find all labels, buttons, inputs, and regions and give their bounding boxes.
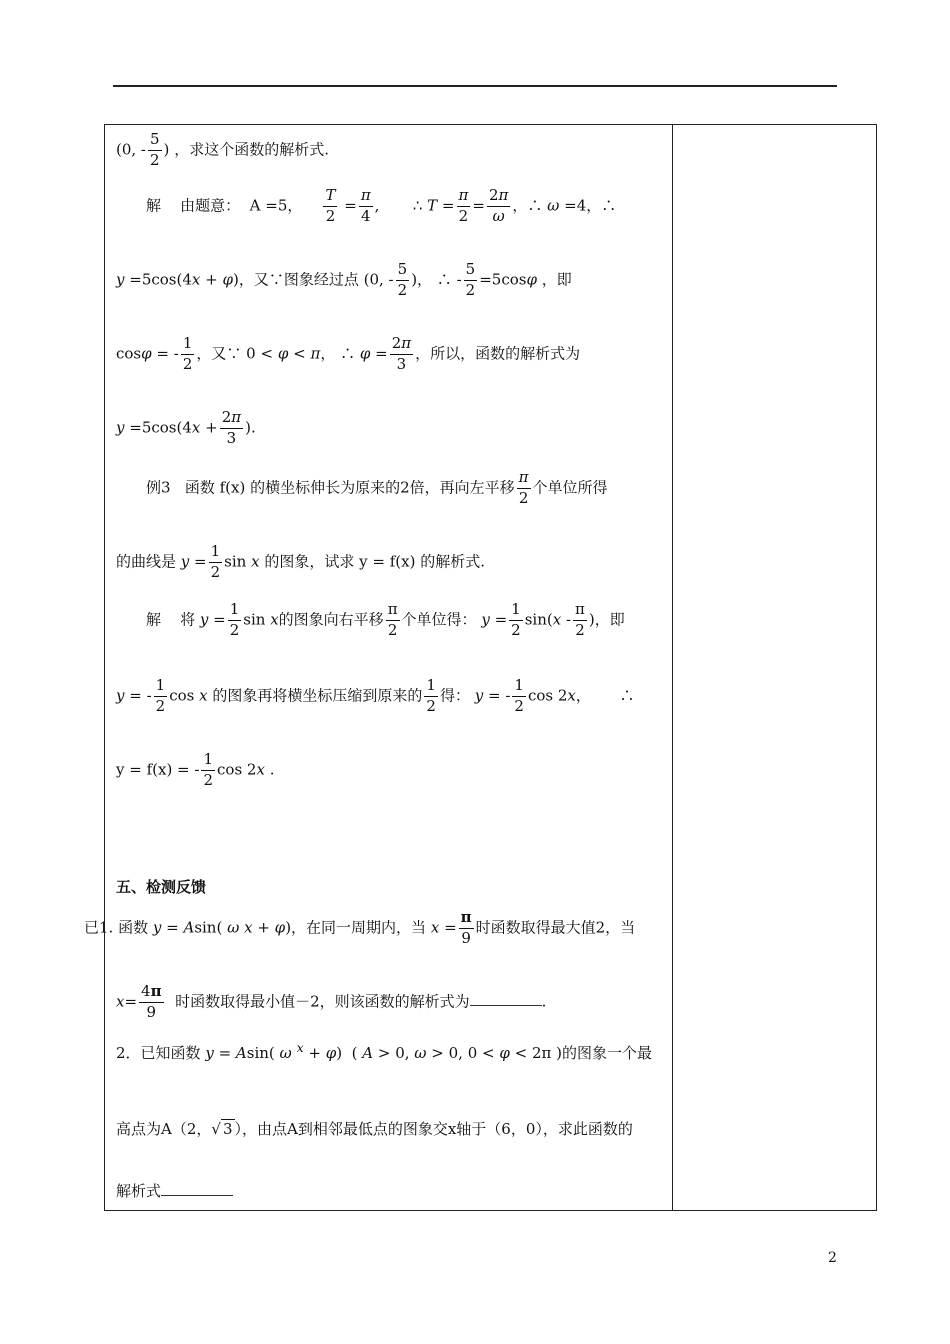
text: ，在同一周期内，当 <box>291 918 427 937</box>
text-line: 的曲线是 y = $\frac{1}{2}$ sin x 的图象，试求 y = f(x) 的解析式. <box>116 542 485 581</box>
text: 时函数取得最小值－2，则该函数的解析式为 <box>175 992 470 1011</box>
header-rule <box>113 85 837 87</box>
text: 函数 f(x) 的横坐标伸长为原来的2倍，再向左平移 <box>184 478 515 497</box>
text: 的图象向右平移 <box>278 610 384 629</box>
text-line: y = - $\frac{1}{2}$ cos x 的图象再将横坐标压缩到原来的 $\frac{1}{2}$ 得： y = - $\frac{1}{2}$ cos 2x， ∴ <box>116 676 635 715</box>
text-line: y = f(x) = - $\frac{1}{2}$ cos 2x . <box>116 750 275 789</box>
text: ），由点A到相邻最低点的图象交x轴于（6，0），求此函数的 <box>234 1120 633 1138</box>
text-line: 解 由题意： A =5， $\frac{T}{2}$ = $\frac{\pi}{4}$ , ∴ T = $\frac{\pi}{2}$ = $\frac{2\pi}{\omega}$ ，∴ ω =4，∴ <box>146 186 617 225</box>
answer-blank[interactable] <box>470 993 542 1006</box>
text: 将 <box>180 610 196 629</box>
label: 解 <box>146 610 162 629</box>
label: 例3 <box>146 478 171 497</box>
text: 由题意： <box>180 196 241 215</box>
text-line: 例3 函数 f(x) 的横坐标伸长为原来的2倍，再向左平移 $\frac{\pi}{2}$ 个单位所得 <box>146 468 608 507</box>
text: 2．已知函数 <box>116 1044 201 1062</box>
question-1-cont: x= $\frac{4\pi}{9}$ 时函数取得最小值－2，则该函数的解析式为 . <box>116 982 547 1021</box>
text: 得： <box>439 686 470 705</box>
text-line: 解 将 y = $\frac{1}{2}$ sin x的图象向右平移 $\frac{\pi}{2}$ 个单位得： y = $\frac{1}{2}$ sin(x - $\frac{\pi}{2}$ )，即 <box>146 600 625 639</box>
text: 时函数取得最大值2，当 <box>475 918 636 937</box>
text: 个单位得： <box>401 610 477 629</box>
text: 的图象再将横坐标压缩到原来的 <box>212 686 423 705</box>
text: 的图象，试求 y = f(x) 的解析式. <box>264 552 485 571</box>
fraction: $\frac{5}{2}$ <box>150 130 160 169</box>
text: 的图象一个最 <box>562 1044 653 1062</box>
section-heading: 五、检测反馈 <box>116 878 207 896</box>
text: 解析式 <box>116 1182 162 1200</box>
formula: A =5， <box>249 196 303 215</box>
page-number: 2 <box>828 1250 837 1266</box>
question-2-cont: 高点为A（2，√ 3 ），由点A到相邻最低点的图象交x轴于（6，0），求此函数的 <box>116 1120 633 1138</box>
formula: y = f(x) = - <box>116 760 200 779</box>
text: ，所以，函数的解析式为 <box>415 344 581 363</box>
text-line: cosφ = - $\frac{1}{2}$ ，又∵ 0 < φ < π， ∴ φ = $\frac{2\pi}{3}$ ，所以，函数的解析式为 <box>116 334 581 373</box>
text: ，又∵图象经过点 <box>238 270 359 289</box>
question-1: 已1. 函数 y = Asin( ω x + φ)，在同一周期内，当 x = $\frac{\pi}{9}$ 时函数取得最大值2，当 <box>84 908 636 947</box>
text: ，即 <box>541 270 572 289</box>
question-2: 2．已知函数 y = Asin( ω $^x$ + φ) ( A > 0, ω > 0, 0 < φ < 2π )的图象一个最 <box>116 1040 653 1062</box>
label: 解 <box>146 196 162 215</box>
text: ，又∵ <box>196 344 242 363</box>
text: 个单位所得 <box>532 478 608 497</box>
answer-blank[interactable] <box>161 1183 233 1196</box>
text: ，求这个函数的解析式. <box>174 140 329 159</box>
text-line: y =5cos(4x + φ)，又∵图象经过点 (0, - $\frac{5}{2}$ )， ∴ - $\frac{5}{2}$ =5cosφ ，即 <box>116 260 572 299</box>
text: 高点为A（2， <box>116 1120 212 1138</box>
text-line: y =5cos(4x + $\frac{2\pi}{3}$ ). <box>116 408 256 447</box>
text: 已1. 函数 <box>84 918 149 937</box>
text-line: (0, - $\frac{5}{2}$ ) ，求这个函数的解析式. <box>116 130 329 169</box>
column-divider <box>672 124 673 1210</box>
question-2-end <box>116 1180 233 1201</box>
text: ，即 <box>594 610 625 629</box>
text: 的曲线是 <box>116 552 177 571</box>
